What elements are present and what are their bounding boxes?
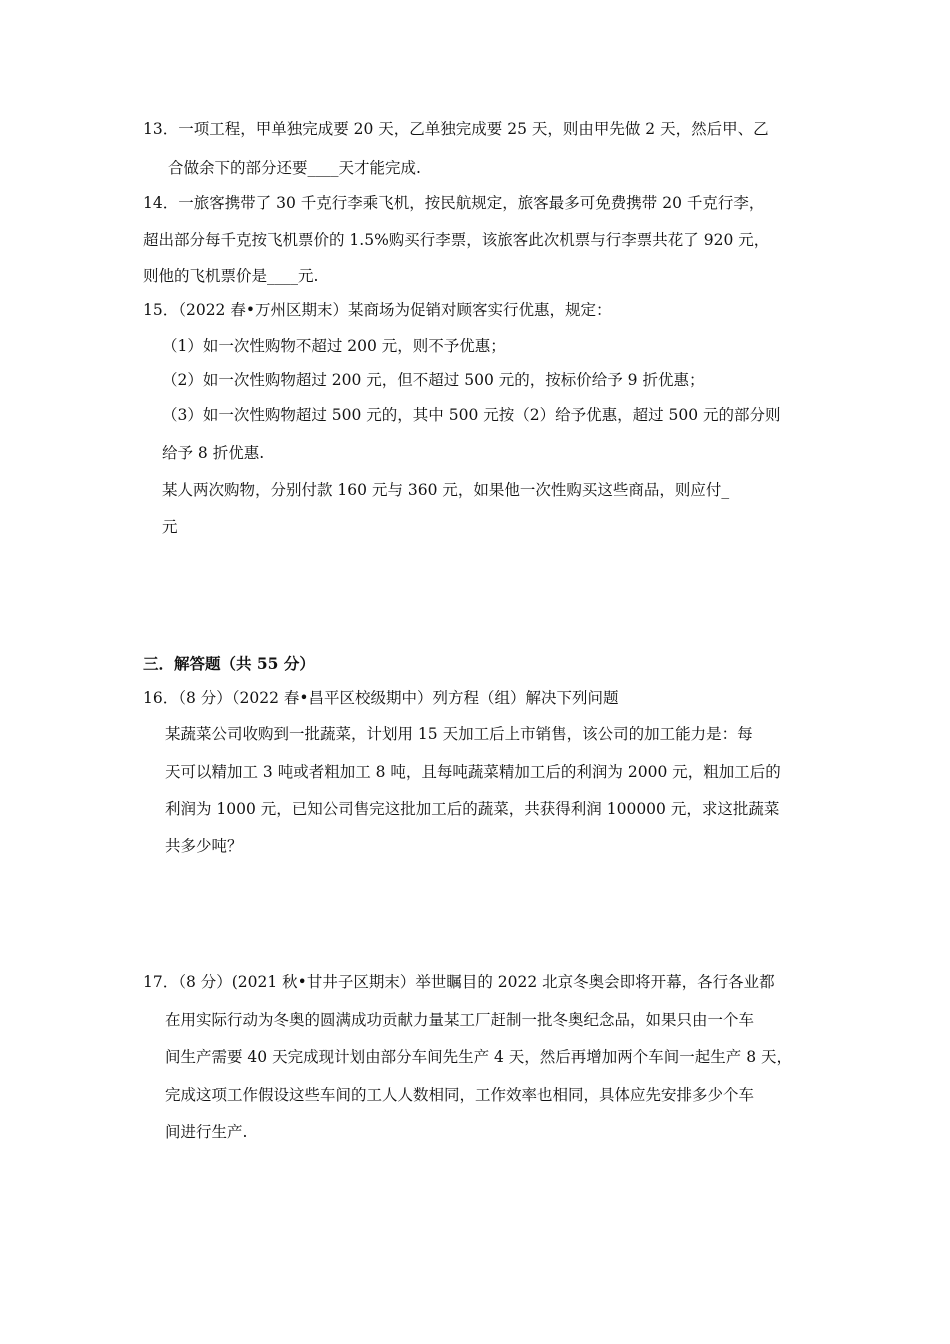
q15-line-1: 15．（2022 春•万州区期末）某商场为促销对顾客实行优惠，规定： [143,301,612,319]
q15-rule-1: （1）如一次性购物不超过 200 元，则不予优惠； [162,337,506,355]
q15-ask-1: 某人两次购物，分别付款 160 元与 360 元，如果他一次性购买这些商品，则应付_ [162,481,730,499]
q16-line-1: 16．（8 分）（2022 春•昌平区校级期中）列方程（组）解决下列问题 [143,689,619,707]
q14-line-1: 14．一旅客携带了 30 千克行李乘飞机，按民航规定，旅客最多可免费携带 20 千克行李， [143,194,765,212]
q16-line-2: 某蔬菜公司收购到一批蔬菜，计划用 15 天加工后上市销售，该公司的加工能力是：每 [165,725,753,743]
q17-line-4: 完成这项工作假设这些车间的工人人数相同，工作效率也相同，具体应先安排多少个车 [165,1086,755,1104]
q15-rule-2: （2）如一次性购物超过 200 元，但不超过 500 元的，按标价给予 9 折优惠； [162,371,705,389]
q15-ask-2: 元 [162,518,178,536]
q13-line-1: 13．一项工程，甲单独完成要 20 天，乙单独完成要 25 天，则由甲先做 2 天，然后甲、乙 [143,120,769,138]
q15-rule-3b: 给予 8 折优惠. [162,444,265,462]
q14-line-2: 超出部分每千克按飞机票价的 1.5%购买行李票，该旅客此次机票与行李票共花了 920 元， [143,231,770,249]
q16-line-5: 共多少吨？ [165,837,243,855]
q16-line-4: 利润为 1000 元，已知公司售完这批加工后的蔬菜，共获得利润 100000 元，求这批蔬菜 [165,800,780,818]
q16-line-3: 天可以精加工 3 吨或者粗加工 8 吨，且每吨蔬菜精加工后的利润为 2000 元，粗加工后的 [165,763,781,781]
section-title: 三．解答题（共 55 分） [143,654,315,673]
q17-line-2: 在用实际行动为冬奥的圆满成功贡献力量某工厂赶制一批冬奥纪念品，如果只由一个车 [165,1011,755,1029]
q14-line-3: 则他的飞机票价是____元. [143,267,319,285]
q17-line-5: 间进行生产. [165,1123,248,1141]
q15-rule-3a: （3）如一次性购物超过 500 元的，其中 500 元按（2）给予优惠，超过 500 元的部分则 [162,406,781,424]
q17-line-1: 17．（8 分）(2021 秋•甘井子区期末）举世瞩目的 2022 北京冬奥会即将开幕，各行各业都 [143,973,775,991]
q13-line-2: 合做余下的部分还要____天才能完成. [168,159,421,177]
q17-line-3: 间生产需要 40 天完成现计划由部分车间先生产 4 天，然后再增加两个车间一起生产 8 天， [165,1048,793,1066]
